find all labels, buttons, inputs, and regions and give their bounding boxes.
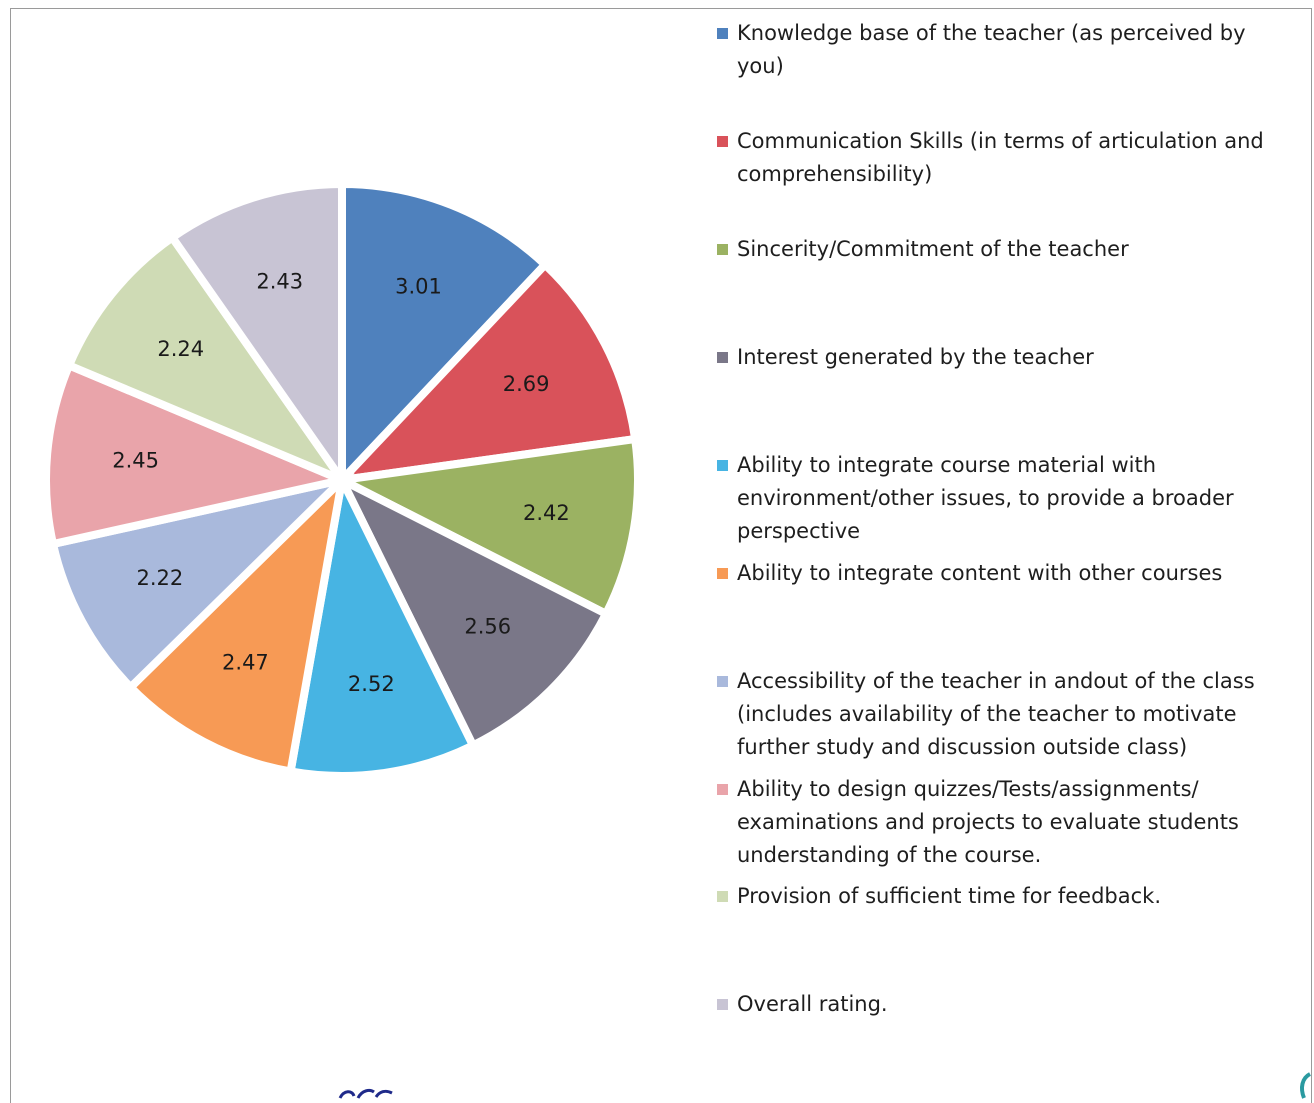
legend-label-1: Knowledge base of the teacher (as perceived by you): [737, 21, 1246, 78]
legend-label-3: Sincerity/Commitment of the teacher: [737, 237, 1129, 261]
legend-label-8: Ability to design quizzes/Tests/assignments/ examinations and projects to evaluate students understanding of the course.: [737, 777, 1239, 867]
pie-value-label-6: 2.47: [222, 650, 269, 675]
legend-label-4: Interest generated by the teacher: [737, 345, 1094, 369]
legend-item-10: [714, 988, 1294, 1021]
pie-value-label-1: 3.01: [395, 274, 442, 299]
legend-swatch-1: [717, 28, 728, 39]
legend-label-10: Overall rating.: [737, 992, 888, 1016]
corner-mark: [1296, 1072, 1314, 1099]
pie-slices: [46, 184, 638, 776]
pie-value-label-10: 2.43: [256, 269, 304, 294]
legend-item-9: [714, 880, 1294, 913]
legend-swatch-2: [717, 136, 728, 147]
pie-value-label-9: 2.24: [157, 336, 205, 361]
legend-swatch-10: [717, 999, 728, 1010]
legend-swatch-5: [717, 460, 728, 471]
legend-label-5: Ability to integrate course material with environment/other issues, to provide a broader perspective: [737, 453, 1234, 543]
legend-swatch-6: [717, 568, 728, 579]
pie-value-label-7: 2.22: [136, 565, 184, 590]
pie-value-label-8: 2.45: [112, 448, 160, 473]
legend-item-1: [714, 17, 1294, 83]
pie-value-label-4: 2.56: [464, 614, 512, 639]
legend-item-5: [714, 449, 1294, 548]
legend-item-7: [714, 665, 1294, 764]
legend-item-4: [714, 341, 1294, 374]
legend-label-6: Ability to integrate content with other courses: [737, 561, 1223, 585]
legend-item-2: [714, 125, 1294, 191]
legend-item-3: [714, 233, 1294, 266]
legend-item-8: [714, 773, 1294, 872]
legend-label-2: Communication Skills (in terms of articulation and comprehensibility): [737, 129, 1264, 186]
pie-value-label-5: 2.52: [347, 672, 395, 697]
legend-swatch-8: [717, 784, 728, 795]
pie-value-label-2: 2.69: [502, 371, 550, 396]
legend-swatch-7: [717, 676, 728, 687]
legend-label-7: Accessibility of the teacher in andout of the class (includes availability of the teacher to motivate further study and discussion outside class): [737, 669, 1255, 759]
legend-item-6: [714, 557, 1294, 590]
signature-mark: [330, 1088, 410, 1099]
pie-value-label-3: 2.42: [522, 501, 570, 526]
legend-swatch-9: [717, 891, 728, 902]
legend-swatch-3: [717, 244, 728, 255]
legend-swatch-4: [717, 352, 728, 363]
legend-label-9: Provision of sufficient time for feedback.: [737, 884, 1161, 908]
